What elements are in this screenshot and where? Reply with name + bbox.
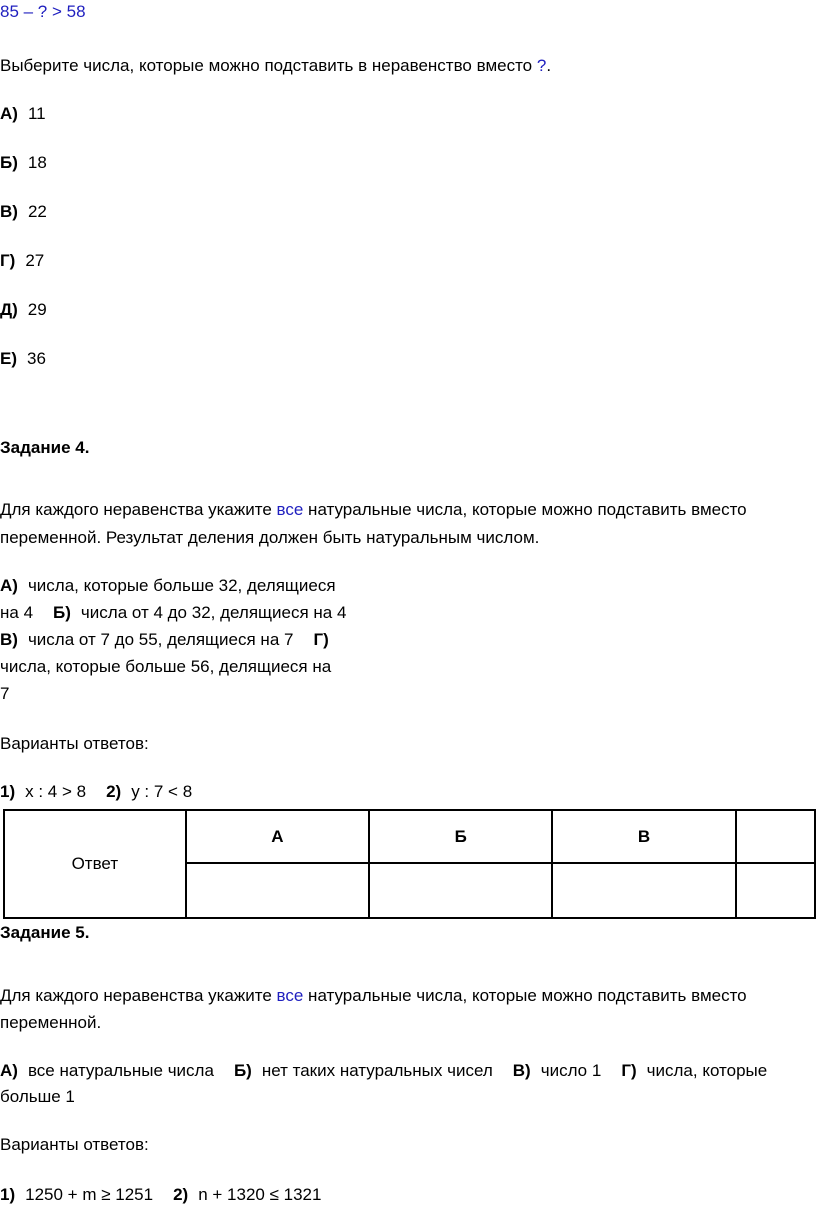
item-text: числа, которые — [646, 1061, 768, 1080]
item-letter: Г) — [621, 1061, 637, 1080]
option-letter: В) — [0, 202, 18, 221]
variant-number: 2) — [106, 782, 122, 801]
task4-instruction-text: Для каждого неравенства укажите — [0, 500, 277, 519]
task3-prompt-text: Выберите числа, которые можно подставить в неравенство вместо — [0, 56, 537, 75]
variant-number: 1) — [0, 1185, 16, 1204]
table-header-g — [736, 810, 815, 863]
item-text: числа, которые больше 56, делящиеся на — [0, 657, 332, 676]
item-text: 7 — [0, 684, 10, 703]
item-text: числа от 7 до 55, делящиеся на 7 — [27, 630, 294, 649]
option-letter: А) — [0, 104, 18, 123]
option-value: 29 — [27, 300, 47, 319]
task4-instruction-line1 — [0, 499, 747, 521]
item-letter: Г) — [313, 630, 329, 649]
option-value: 27 — [25, 251, 45, 270]
option-letter: Д) — [0, 300, 18, 319]
item-text: на 4 — [0, 603, 34, 622]
variant-expression: n + 1320 ≤ 1321 — [198, 1185, 322, 1204]
task5-instruction-text-end: натуральные числа, которые можно подставить вместо — [303, 986, 747, 1005]
task4-instruction-text-end: натуральные числа, которые можно подставить вместо — [303, 500, 747, 519]
table-header-v: В — [552, 810, 735, 863]
variant-expression: y : 7 < 8 — [131, 782, 193, 801]
task5-instruction-line1 — [0, 985, 747, 1007]
item-text: нет таких натуральных чисел — [261, 1061, 493, 1080]
answer-table — [3, 809, 816, 919]
variant-number: 2) — [173, 1185, 189, 1204]
answer-cell-b[interactable] — [369, 863, 552, 918]
variant-number: 1) — [0, 782, 16, 801]
option-value: 22 — [27, 202, 47, 221]
option-value: 36 — [27, 349, 46, 368]
task5-title — [0, 922, 89, 944]
item-text: все натуральные числа — [27, 1061, 214, 1080]
item-letter: В) — [0, 630, 18, 649]
task4-item-g-cont — [0, 683, 9, 705]
item-text: числа, которые больше 32, делящиеся — [27, 576, 336, 595]
answer-cell-g[interactable] — [736, 863, 815, 918]
task4-item-v — [0, 629, 329, 651]
item-text: число 1 — [540, 1061, 602, 1080]
answer-cell-a[interactable] — [186, 863, 369, 918]
table-header-row — [4, 810, 815, 863]
item-letter: А) — [0, 1061, 18, 1080]
option-letter: Г) — [0, 251, 16, 270]
task5-instruction-line2: переменной. — [0, 1013, 102, 1032]
option-letter: Б) — [0, 153, 18, 172]
task3-prompt-end: . — [546, 56, 552, 75]
variant-expression: x : 4 > 8 — [25, 782, 87, 801]
variant-expression: 1250 + m ≥ 1251 — [25, 1185, 154, 1204]
item-text: числа от 4 до 32, делящиеся на 4 — [80, 603, 347, 622]
item-letter: Б) — [233, 1061, 252, 1080]
option-letter: Е) — [0, 349, 17, 368]
task3-prompt — [0, 55, 551, 77]
task5-variants-label: Варианты ответов: — [0, 1135, 149, 1154]
task3-prompt-mark: ? — [536, 56, 547, 75]
task4-title — [0, 437, 89, 459]
task4-instruction-line2: переменной. Результат деления должен быть натуральным числом. — [0, 528, 540, 547]
answer-row-label: Ответ — [4, 810, 186, 918]
table-header-a: А — [186, 810, 369, 863]
task3-option-e — [0, 348, 46, 370]
option-value: 11 — [27, 104, 46, 123]
task3-option-d — [0, 299, 47, 321]
task5-variants — [0, 1184, 321, 1206]
task4-instruction-highlight: все — [276, 500, 304, 519]
table-header-b: Б — [369, 810, 552, 863]
task4-item-a — [0, 575, 336, 597]
answer-cell-v[interactable] — [552, 863, 735, 918]
item-letter: Б) — [53, 603, 71, 622]
task5-item-g-cont: больше 1 — [0, 1087, 75, 1106]
task3-expression: 85 – ? > 58 — [0, 2, 86, 21]
task5-instruction-highlight: все — [276, 986, 304, 1005]
task4-title-text: Задание 4. — [0, 438, 90, 457]
task3-option-v — [0, 201, 47, 223]
task3-option-b — [0, 152, 47, 174]
item-letter: А) — [0, 576, 18, 595]
task3-option-a — [0, 103, 46, 125]
option-value: 18 — [27, 153, 47, 172]
task4-item-g — [0, 656, 331, 678]
task4-variants-label: Варианты ответов: — [0, 734, 149, 753]
task5-title-text: Задание 5. — [0, 923, 90, 942]
item-letter: В) — [512, 1061, 531, 1080]
task4-item-a-cont — [0, 602, 346, 624]
task3-option-g — [0, 250, 44, 272]
task5-items — [0, 1060, 767, 1082]
task4-variants — [0, 781, 192, 803]
task5-instruction-text: Для каждого неравенства укажите — [0, 986, 277, 1005]
